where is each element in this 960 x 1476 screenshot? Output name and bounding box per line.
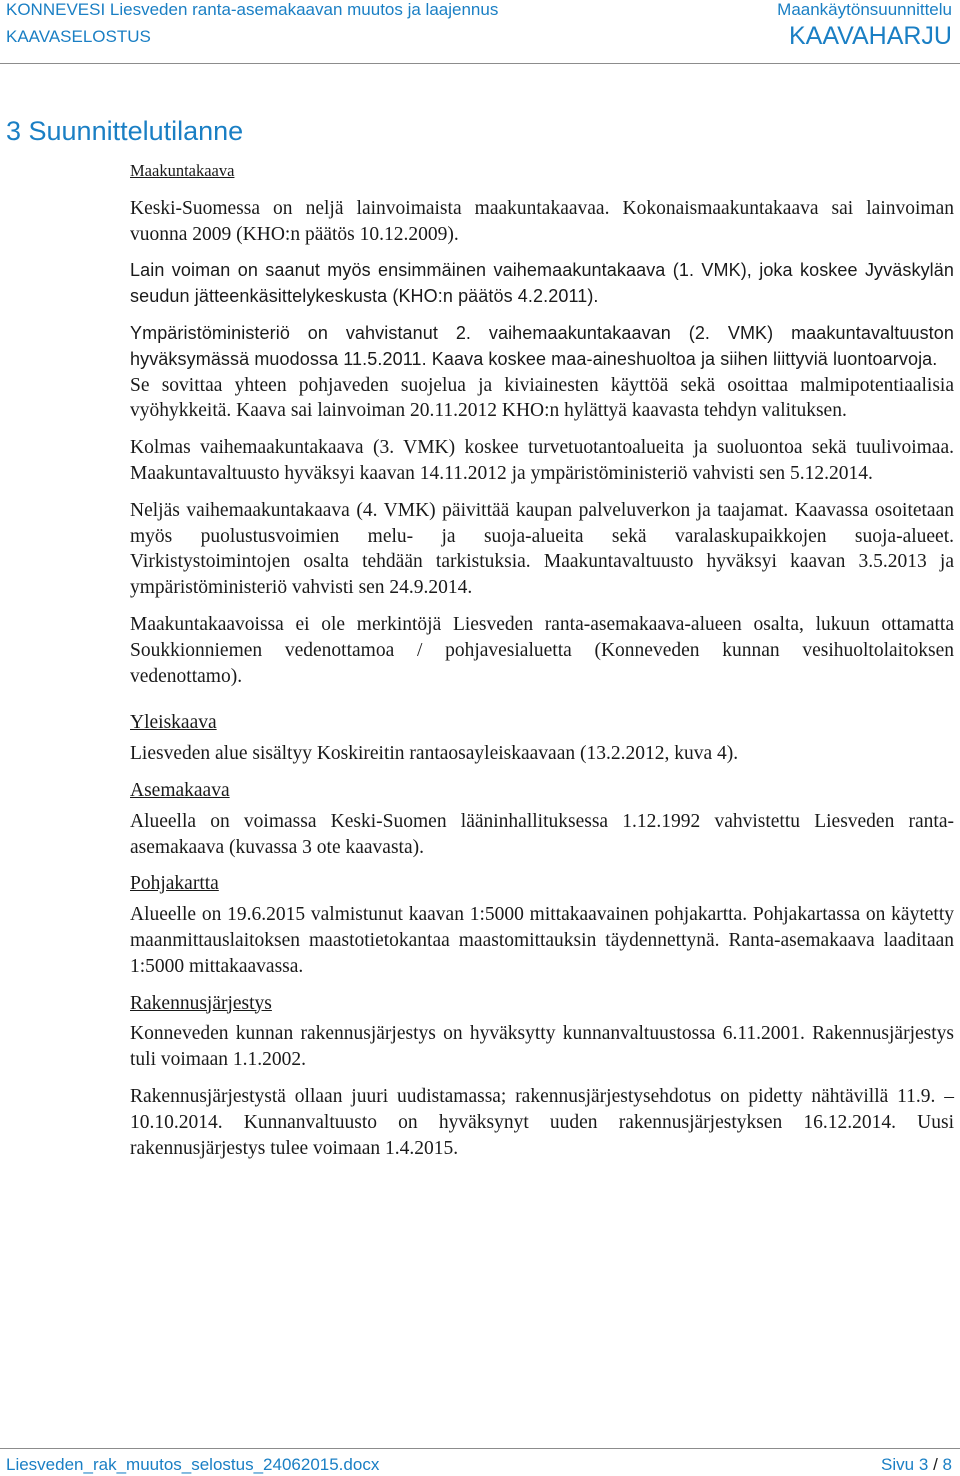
- header-company-subtitle: Maankäytönsuunnittelu: [777, 0, 952, 19]
- paragraph: Maakuntakaavoissa ei ole merkintöjä Liesveden ranta-asemakaava-alueen osalta, lukuun ottamatta Soukkionniemen vedenottamoa / pohjavesialuetta (Konneveden kunnan vesihuoltolaitoksen vedenottamo).: [130, 613, 954, 687]
- page-total: 8: [942, 1455, 952, 1474]
- heading-pohjakartta: Pohjakartta: [130, 873, 219, 895]
- document-body: [130, 158, 954, 1172]
- heading-asemakaava: Asemakaava: [130, 779, 230, 801]
- paragraph: Neljäs vaihemaakuntakaava (4. VMK) päivittää kaupan palveluverkon ja taajamat. Kaavassa osoitetaan myös puolustusvoimien melu- ja suoja-alueita sekä varalaskupaikkojen suoja-alueet. Virkistystoimintojen osalta tehdään tarkistuksia. Maakuntavaltuusto hyväksyi kaavan 3.5.2013 ja ympäristöministeriö vahvisti sen 24.9.2014.: [130, 499, 954, 599]
- paragraph: Alueella on voimassa Keski-Suomen lääninhallituksessa 1.12.1992 vahvistettu Liesveden ranta-asemakaava (kuvassa 3 ote kaavasta).: [130, 810, 954, 858]
- header-document-type: KAAVASELOSTUS: [6, 27, 151, 46]
- paragraph: [130, 321, 954, 424]
- paragraph: Lain voiman on saanut myös ensimmäinen vaihemaakuntakaava (1. VMK), joka koskee Jyväskylän seudun jätteenkäsittelykeskusta (KHO:n päätös 4.2.2011).: [130, 260, 954, 307]
- paragraph-part: Ympäristöministeriö on vahvistanut 2. vaihemaakuntakaavan (2. VMK) maakuntavaltuuston hyväksymässä muodossa 11.5.2011. Kaava koskee maa-aineshuoltoa ja siihen liittyviä luontoarvoja.: [130, 322, 954, 369]
- paragraph: Liesveden alue sisältyy Koskireitin rantaosayleiskaavaan (13.2.2012, kuva 4).: [130, 743, 739, 765]
- section-title: 3 Suunnittelutilanne: [6, 116, 244, 146]
- footer-divider: [0, 1448, 960, 1449]
- paragraph: Rakennusjärjestystä ollaan juuri uudistamassa; rakennusjärjestysehdotus on pidetty nähtävillä 11.9. – 10.10.2014. Kunnanvaltuusto on hyväksynyt uuden rakennusjärjestyksen 16.12.2014. Uusi rakennusjärjestys tulee voimaan 1.4.2015.: [130, 1085, 954, 1159]
- paragraph: Kolmas vaihemaakuntakaava (3. VMK) koskee turvetuotantoalueita ja suoluontoa sekä tuulivoimaa. Maakuntavaltuusto hyväksyi kaavan 14.11.2012 ja ympäristöministeriö vahvisti sen 5.12.2014.: [130, 437, 954, 484]
- page-current: 3: [918, 1455, 929, 1474]
- heading-maakuntakaava: Maakuntakaava: [130, 161, 235, 180]
- header-divider: [0, 63, 960, 64]
- page-separator: /: [933, 1455, 938, 1474]
- heading-rakennusjarjestys: Rakennusjärjestys: [130, 992, 272, 1014]
- paragraph: Alueelle on 19.6.2015 valmistunut kaavan 1:5000 mittakaavainen pohjakartta. Pohjakartassa on käytetty maanmittauslaitoksen maastotietokantaa maastomittauksin täydennettynä. Ranta-asemakaava laaditaan 1:5000 mittakaavassa.: [130, 904, 954, 977]
- footer-filename: Liesveden_rak_muutos_selostus_24062015.docx: [6, 1455, 380, 1474]
- paragraph-part: Se sovittaa yhteen pohjaveden suojelua ja kiviainesten käyttöä sekä osoittaa malmipotentiaalisia vyöhykkeitä. Kaava sai lainvoiman 20.11.2012 KHO:n hylättyä kaavasta tehdyn valituksen.: [130, 374, 954, 422]
- page-label: Sivu: [881, 1455, 915, 1474]
- paragraph: Keski-Suomessa on neljä lainvoimaista maakuntakaavaa. Kokonaismaakuntakaava sai lainvoiman vuonna 2009 (KHO:n päätös 10.12.2009).: [130, 197, 954, 245]
- page-header: [0, 0, 960, 60]
- header-project-title: KONNEVESI Liesveden ranta-asemakaavan muutos ja laajennus: [6, 0, 499, 19]
- footer-page-number: [881, 1455, 952, 1475]
- header-company-name: KAAVAHARJU: [788, 22, 952, 50]
- heading-yleiskaava: Yleiskaava: [130, 712, 217, 734]
- paragraph: Konneveden kunnan rakennusjärjestys on hyväksytty kunnanvaltuustossa 6.11.2001. Rakennusjärjestys tuli voimaan 1.1.2002.: [130, 1023, 954, 1071]
